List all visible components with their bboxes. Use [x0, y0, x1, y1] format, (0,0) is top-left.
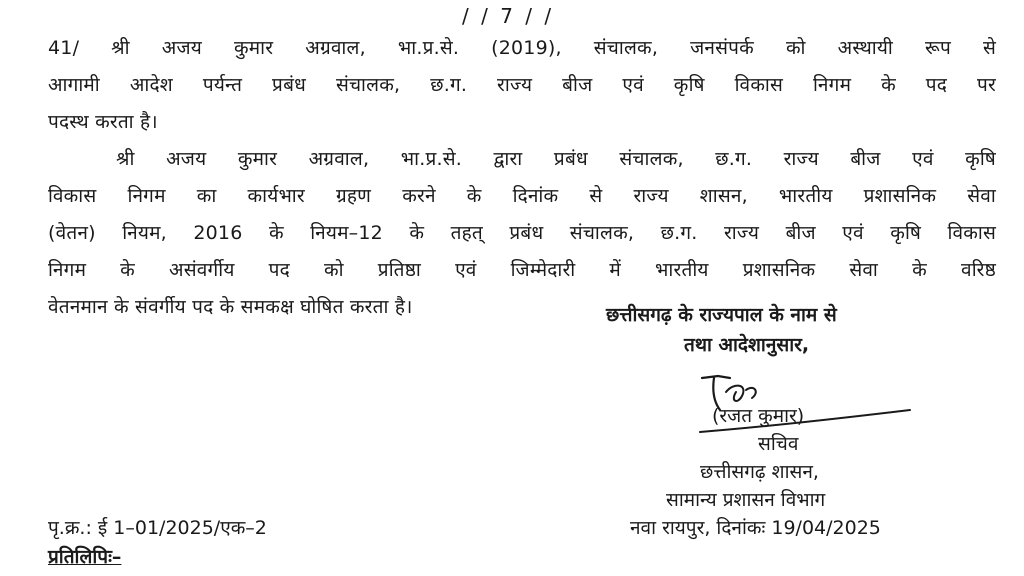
- reference-date: नवा रायपुर, दिनांकः 19/04/2025: [630, 517, 881, 539]
- signatory-dept2: सामान्य प्रशासन विभाग: [666, 489, 826, 511]
- signatory-dept1: छत्तीसगढ़ शासन,: [700, 461, 819, 483]
- page-number: / / 7 / /: [462, 4, 555, 28]
- reference-number: पृ.क्र.: ई 1–01/2025/एक–2: [48, 517, 267, 539]
- order-para2-line3: (वेतन) नियम, 2016 के नियम–12 के तहत् प्रबंध संचालक, छ.ग. राज्य बीज एवं कृषि विकास: [48, 222, 996, 244]
- order-para2-line5: वेतनमान के संवर्गीय पद के समकक्ष घोषित करता है।: [48, 296, 413, 318]
- signatory-name: (रजत कुमार): [712, 405, 805, 427]
- order-para2-line1: श्री अजय कुमार अग्रवाल, भा.प्र.से. द्वारा प्रबंध संचालक, छ.ग. राज्य बीज एवं कृषि: [116, 148, 996, 170]
- signatory-designation: सचिव: [758, 433, 799, 455]
- order-para1-line3: पदस्थ करता है।: [48, 111, 158, 133]
- authority-line1: छत्तीसगढ़ के राज्यपाल के नाम से: [606, 304, 837, 326]
- order-para2-line4: निगम के असंवर्गीय पद को प्रतिष्ठा एवं जिम्मेदारी में भारतीय प्रशासनिक सेवा के वरिष्ठ: [48, 259, 996, 281]
- authority-line2: तथा आदेशानुसार,: [684, 334, 810, 356]
- copy-label: प्रतिलिपिः–: [48, 546, 122, 568]
- order-para1-line1: 41/ श्री अजय कुमार अग्रवाल, भा.प्र.से. (2019), संचालक, जनसंपर्क को अस्थायी रूप से: [48, 37, 996, 59]
- order-para1-line2: आगामी आदेश पर्यन्त प्रबंध संचालक, छ.ग. राज्य बीज एवं कृषि विकास निगम के पद पर: [48, 74, 996, 96]
- order-para2-line2: विकास निगम का कार्यभार ग्रहण करने के दिनांक से राज्य शासन, भारतीय प्रशासनिक सेवा: [48, 185, 996, 207]
